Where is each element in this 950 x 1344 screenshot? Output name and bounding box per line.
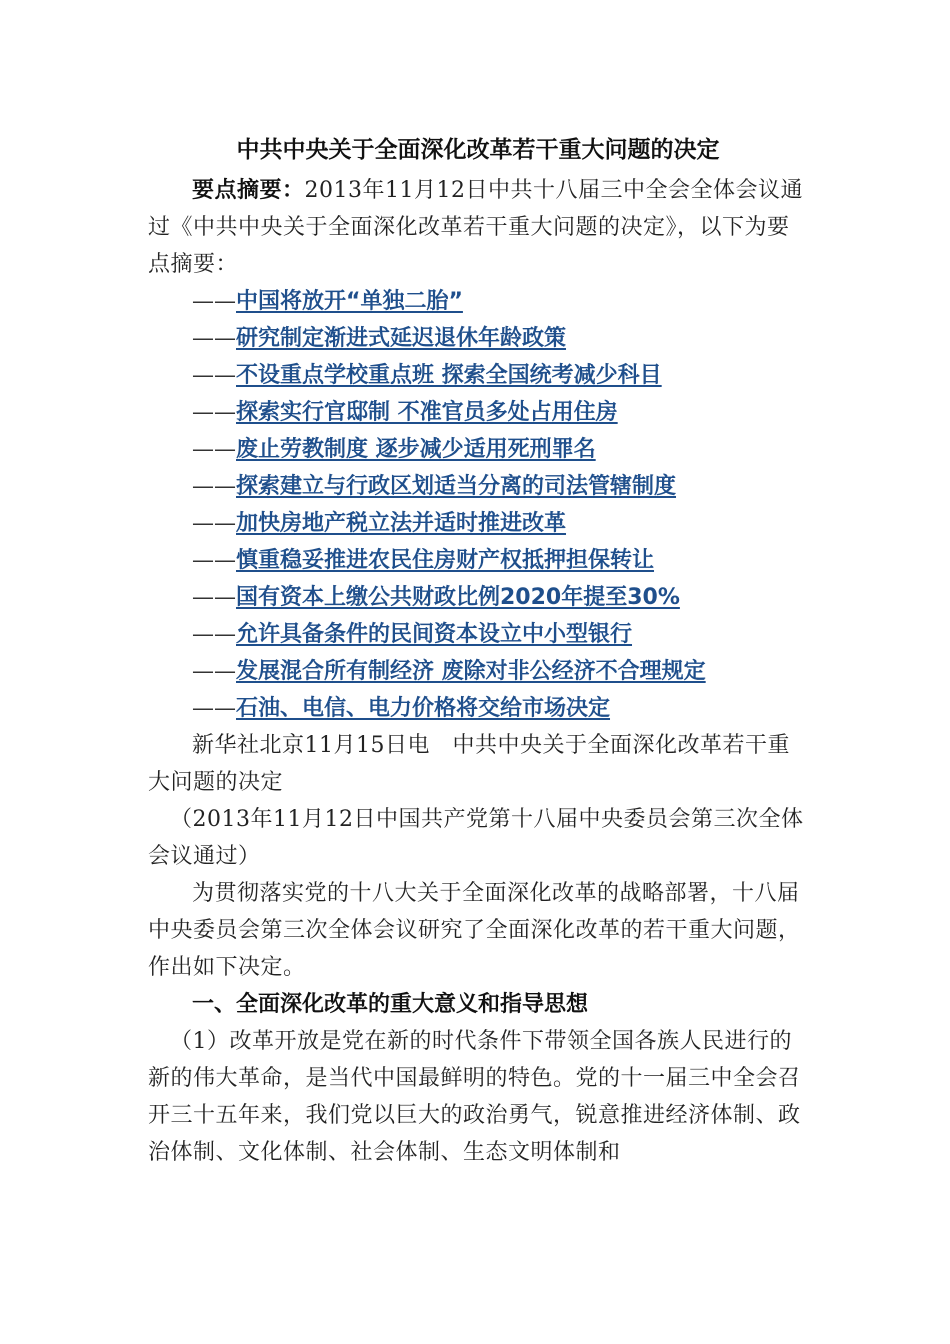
dash-marker: —— [192, 289, 236, 314]
document-title: 中共中央关于全面深化改革若干重大问题的决定 [236, 137, 720, 163]
key-point-link[interactable]: 加快房地产税立法并适时推进改革 [236, 511, 567, 536]
list-item [148, 320, 808, 357]
dash-marker: —— [192, 363, 236, 388]
document-body [148, 128, 808, 1171]
summary-paragraph [148, 172, 808, 283]
list-item [148, 468, 808, 505]
key-points-list [148, 283, 808, 727]
dash-marker: —— [192, 696, 236, 721]
list-item [148, 690, 808, 727]
body-paragraph: （1）改革开放是党在新的时代条件下带领全国各族人民进行的新的伟大革命，是当代中国最鲜明的特色。党的十一届三中全会召开三十五年来，我们党以巨大的政治勇气，锐意推进经济体制、政治体制、文化体制、社会体制、生态文明体制和 [148, 1029, 801, 1165]
key-point-link[interactable]: 探索实行官邸制 不准官员多处占用住房 [236, 400, 618, 425]
adoption-note: （2013年11月12日中国共产党第十八届中央委员会第三次全体会议通过） [148, 807, 804, 869]
list-item [148, 394, 808, 431]
list-item [148, 542, 808, 579]
list-item [148, 505, 808, 542]
key-point-link[interactable]: 发展混合所有制经济 废除对非公经济不合理规定 [236, 659, 706, 684]
summary-label: 要点摘要： [192, 178, 305, 203]
key-point-link[interactable]: 国有资本上缴公共财政比例2020年提至30% [236, 585, 680, 610]
dash-marker: —— [192, 548, 236, 573]
dash-marker: —— [192, 474, 236, 499]
list-item [148, 579, 808, 616]
list-item [148, 616, 808, 653]
dash-marker: —— [192, 511, 236, 536]
key-point-link[interactable]: 石油、电信、电力价格将交给市场决定 [236, 696, 611, 721]
key-point-link[interactable]: 研究制定渐进式延迟退休年龄政策 [236, 326, 567, 351]
key-point-link[interactable]: 不设重点学校重点班 探索全国统考减少科目 [236, 363, 662, 388]
section-heading: 一、全面深化改革的重大意义和指导思想 [192, 992, 589, 1017]
list-item [148, 431, 808, 468]
list-item [148, 283, 808, 320]
key-point-link[interactable]: 允许具备条件的民间资本设立中小型银行 [236, 622, 633, 647]
key-point-link[interactable]: 中国将放开“单独二胎” [236, 289, 463, 314]
intro-paragraph: 为贯彻落实党的十八大关于全面深化改革的战略部署，十八届中央委员会第三次全体会议研究了全面深化改革的若干重大问题，作出如下决定。 [148, 881, 801, 980]
key-point-link[interactable]: 废止劳教制度 逐步减少适用死刑罪名 [236, 437, 596, 462]
list-item [148, 357, 808, 394]
key-point-link[interactable]: 慎重稳妥推进农民住房财产权抵押担保转让 [236, 548, 655, 573]
dash-marker: —— [192, 659, 236, 684]
dateline-paragraph: 新华社北京11月15日电 中共中央关于全面深化改革若干重大问题的决定 [148, 733, 790, 795]
dash-marker: —— [192, 326, 236, 351]
summary-text: 2013年11月12日中共十八届三中全会全体会议通过《中共中央关于全面深化改革若干重大问题的决定》，以下为要点摘要： [148, 178, 803, 277]
dash-marker: —— [192, 437, 236, 462]
dash-marker: —— [192, 622, 236, 647]
dash-marker: —— [192, 585, 236, 610]
list-item [148, 653, 808, 690]
key-point-link[interactable]: 探索建立与行政区划适当分离的司法管辖制度 [236, 474, 677, 499]
dash-marker: —— [192, 400, 236, 425]
